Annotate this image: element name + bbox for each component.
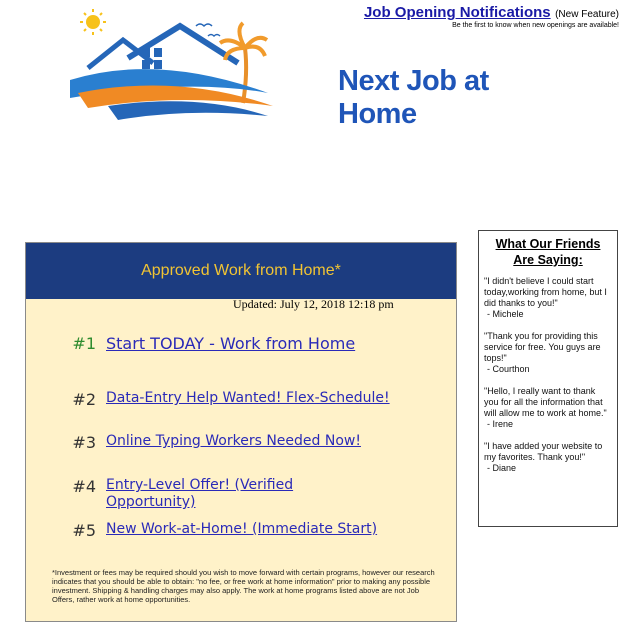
testimonial-quote: "I have added your website to my favorites. Thank you!" [484, 441, 603, 462]
offer-number: #5 [72, 521, 96, 540]
offer-number: #3 [72, 433, 96, 452]
sidebar-title-line2: Are Saying: [513, 253, 583, 267]
offers-title: Approved Work from Home* [141, 262, 341, 279]
offer-number: #2 [72, 390, 96, 409]
notification-subtext: Be the first to know when new openings are available! [452, 22, 619, 29]
approved-offers-box [25, 242, 457, 622]
testimonial-quote: "Hello, I really want to thank you for all the information that will allow me to work at home." [484, 386, 607, 418]
testimonial-author: - Courthon [487, 364, 530, 374]
testimonial-author: - Michele [487, 309, 524, 319]
testimonial [484, 331, 612, 375]
job-notifications-link[interactable]: Job Opening Notifications [363, 4, 551, 21]
sidebar-title-line1: What Our Friends [495, 237, 601, 251]
disclaimer-text: *Investment or fees may be required should you wish to move forward with certain programs, however our research indicates that you should be able to obtain: "no fee, or free work at home information" prior to making any possible investment. Shipping & handling charges may also apply. The work at home programs listed above are not Job Offers, rather work at home opportunities. [52, 568, 435, 604]
updated-timestamp: Updated: July 12, 2018 12:18 pm [233, 297, 394, 311]
testimonial [484, 386, 612, 430]
testimonial [484, 276, 612, 320]
testimonials-sidebar [478, 230, 618, 527]
testimonial-quote: "I didn't believe I could start today,working from home, but I did thanks to you!" [484, 276, 607, 308]
offer-row [26, 477, 316, 511]
offer-row [26, 521, 377, 540]
offer-number: #1 [72, 334, 96, 353]
offer-row [26, 433, 361, 452]
offer-row [26, 334, 355, 353]
testimonial-author: - Diane [487, 463, 517, 473]
testimonial-quote: "Thank you for providing this service for free. You guys are tops!" [484, 331, 601, 363]
testimonial-author: - Irene [487, 419, 514, 429]
offer-link-5[interactable]: New Work-at-Home! (Immediate Start) [106, 521, 378, 537]
sidebar-title [479, 236, 617, 268]
offer-link-4[interactable]: Entry-Level Offer! (Verified Opportunity) [106, 477, 294, 510]
offer-number: #4 [72, 477, 96, 496]
new-feature-note: (New Feature) [555, 9, 619, 20]
logo-text: Next Job at Home [338, 65, 489, 130]
testimonial [484, 441, 612, 474]
offer-link-3[interactable]: Online Typing Workers Needed Now! [106, 433, 361, 449]
site-logo[interactable] [68, 8, 548, 130]
offer-link-1[interactable]: Start TODAY - Work from Home [106, 334, 356, 353]
offers-header [26, 243, 456, 299]
testimonial-list [479, 268, 617, 474]
offer-link-2[interactable]: Data-Entry Help Wanted! Flex-Schedule! [106, 390, 390, 406]
offer-row [26, 390, 390, 409]
